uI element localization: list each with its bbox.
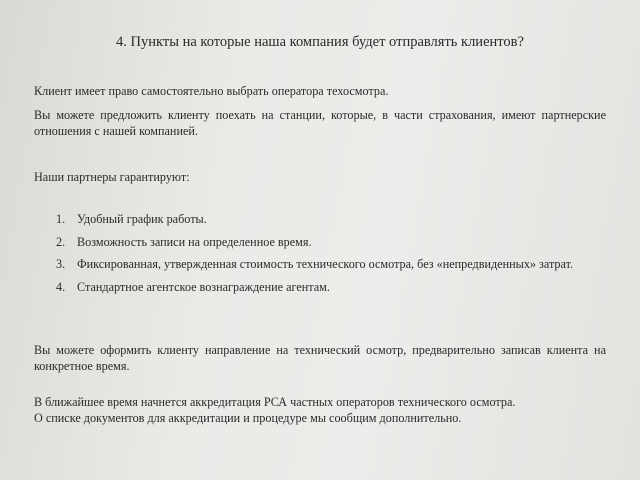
accreditation-line-2: О списке документов для аккредитации и процедуре мы сообщим дополнительно. [34,410,462,425]
list-item-text: Удобный график работы. [77,212,207,226]
list-item [56,257,606,273]
list-item-number: 1. [56,212,66,226]
list-item-text: Возможность записи на определенное время. [77,234,312,249]
list-item [56,235,606,251]
paragraph-inspection-referral: Вы можете оформить клиенту направление на технический осмотр, предварительно записав клиента на конкретное время. [34,343,606,373]
accreditation-line-1: В ближайшее время начнется аккредитация РСА частных операторов технического осмотра. [34,395,516,409]
paragraph-partner-stations: Вы можете предложить клиенту поехать на станции, которые, в части страхования, имеют партнерские отношения с нашей компанией. [34,108,606,138]
page-title: 4. Пункты на которые наша компания будет отправлять клиентов? [116,34,524,50]
list-item-text: Стандартное агентское вознаграждение агентам. [77,279,330,294]
guarantees-list [56,212,606,302]
paragraph-client-right: Клиент имеет право самостоятельно выбрать оператора техосмотра. [34,84,389,98]
list-item-number: 4. [56,279,66,294]
list-item [56,212,606,228]
paragraph-partners-guarantee: Наши партнеры гарантируют: [34,170,190,184]
list-item-text: Фиксированная, утвержденная стоимость технического осмотра, без «непредвиденных» затрат. [77,257,574,271]
list-item-number: 2. [56,234,66,249]
list-item-number: 3. [56,257,66,271]
list-item [56,280,606,296]
paragraph-accreditation [34,395,606,426]
